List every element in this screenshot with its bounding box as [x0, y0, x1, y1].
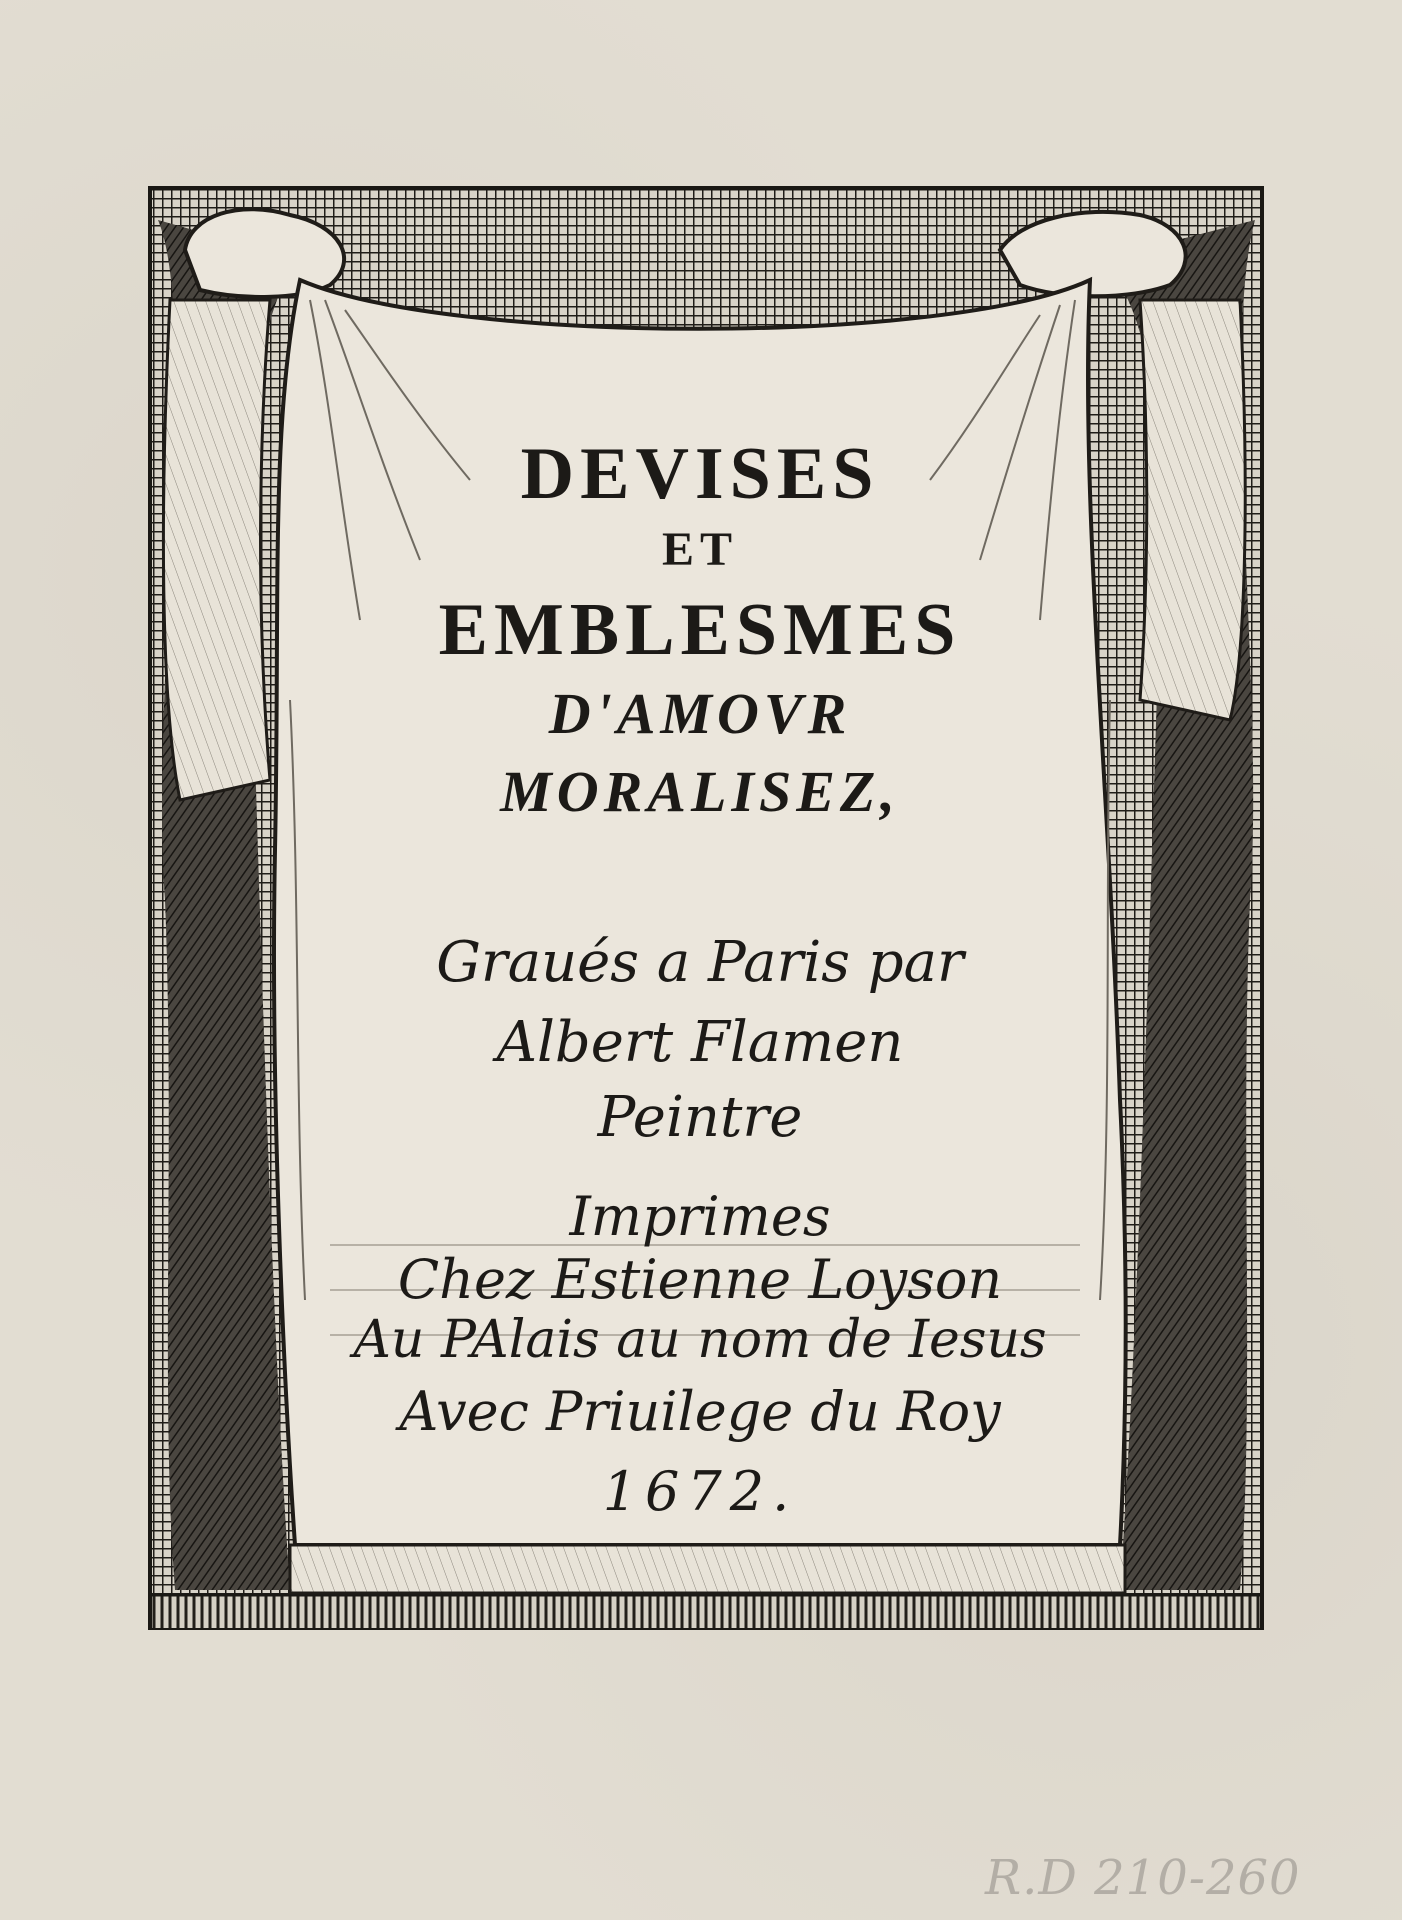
title-line-et: ET [661, 523, 739, 576]
title-page-text [300, 0, 1100, 1920]
left-sleeve [163, 300, 270, 800]
engraver-line-1: Graués a Paris par [436, 930, 964, 995]
engraver-line-2: Albert Flamen [496, 1010, 904, 1075]
year-line: 1672. [602, 1460, 798, 1523]
title-line-devises: DEVISES [520, 433, 880, 515]
pencil-annotation: R.D 210-260 [985, 1850, 1301, 1906]
printer-line-3: Au PAlais au nom de Iesus [353, 1310, 1047, 1370]
title-line-moralisez: MORALISEZ, [500, 759, 900, 824]
title-line-damour: D'AMOVR [548, 681, 852, 746]
printer-line-1: Imprimes [569, 1185, 831, 1248]
title-line-emblesmes: EMBLESMES [438, 589, 962, 671]
right-sleeve [1140, 300, 1245, 720]
engraver-line-3: Peintre [597, 1085, 803, 1150]
printer-line-2: Chez Estienne Loyson [397, 1248, 1003, 1311]
privilege-line: Avec Priuilege du Roy [399, 1380, 1001, 1443]
